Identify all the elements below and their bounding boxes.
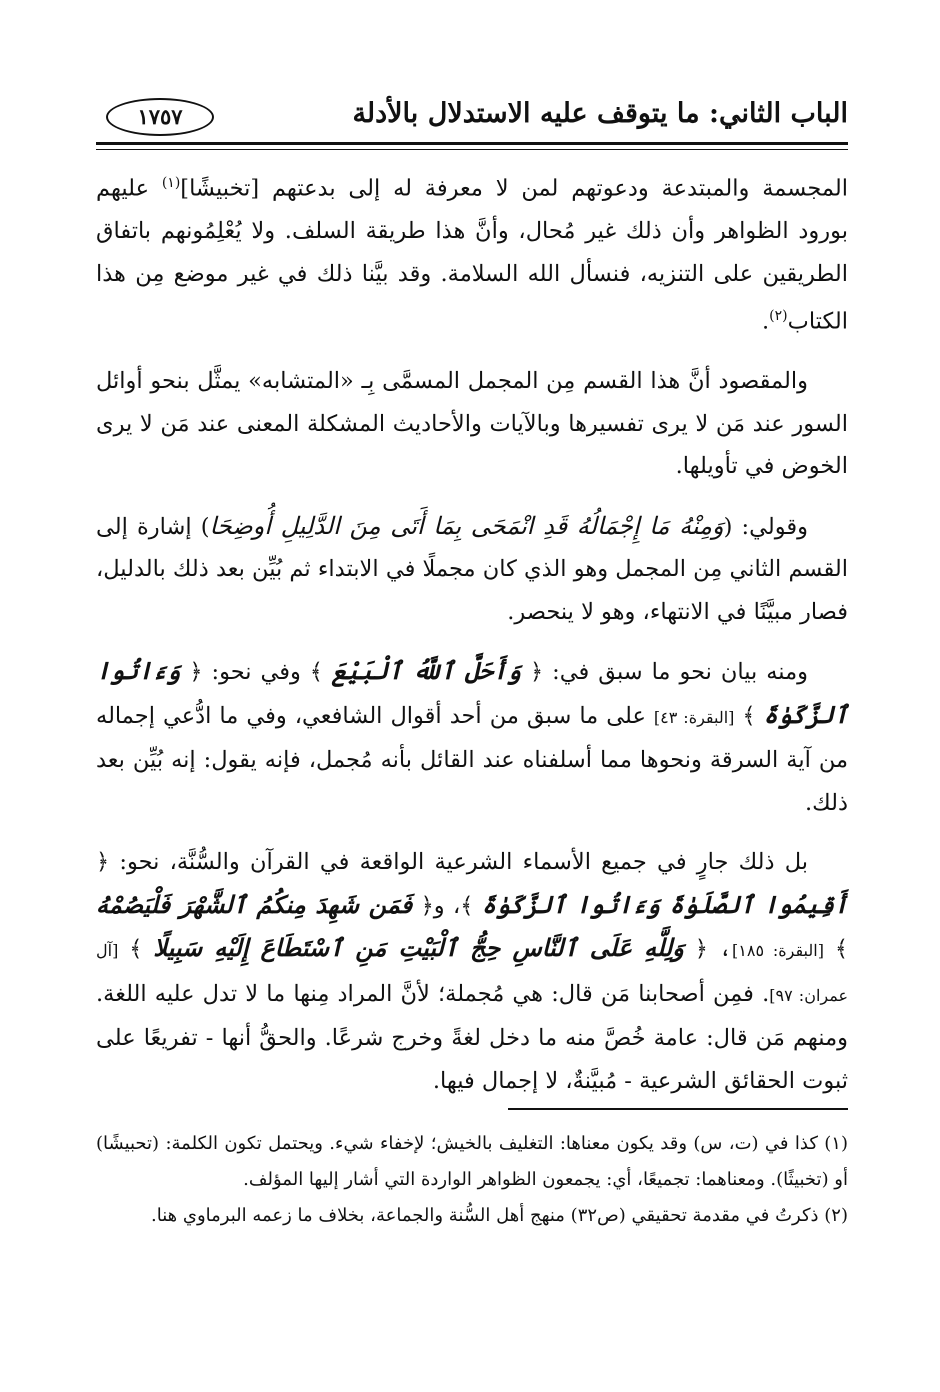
paragraph-3-text-b: ) إشارة إلى القسم الثاني مِن المجمل وهو الذي كان مجملًا في الابتداء ثم بُيِّن بعد ذلك بالدليل، فصار مبيَّنًا في الانتهاء، وهو لا ينحصر. bbox=[96, 513, 848, 625]
paragraph-5 bbox=[96, 841, 848, 1102]
body-text bbox=[96, 162, 848, 1119]
quran-quote-1: وَأَحَلَّ ٱللَّهُ ٱلْبَيْعَ bbox=[331, 656, 522, 685]
paragraph-5-text-f: . فمِن أصحابنا مَن قال: هي مُجملة؛ لأنَّ المراد مِنها ما لا تدل عليه اللغة. ومنهم مَن قال: عامة خُصَّ منه ما دخل لغةً وخرج شرعًا. والحقُّ أنها - تفريعًا على ثبوت الحقائق الشرعية - مُبيَّنةٌ، لا إجمال فيها. bbox=[96, 980, 848, 1094]
verse-reference-3: [آل عمران: ٩٧] bbox=[96, 941, 849, 1005]
quran-quote-4: فَمَن شَهِدَ مِنكُمُ ٱلشَّهْرَ فَلْيَصُمْهُ bbox=[96, 889, 413, 919]
paragraph-2: والمقصود أنَّ هذا القسم مِن المجمل المسمَّى بِـ «المتشابه» يمثَّل بنحو أوائل السور عند مَن لا يرى تفسيرها وبالآيات والأحاديث المشكلة المعنى عند مَن لا يرى الخوض في تأويلها. bbox=[96, 368, 848, 479]
paragraph-4-text-a: ومنه بيان نحو ما سبق في: ﴿ bbox=[521, 659, 808, 685]
header-rule-thin bbox=[96, 149, 848, 150]
verse-reference-2: [البقرة: ١٨٥] bbox=[732, 941, 824, 960]
paragraph-4-text-d: على ما سبق من أحد أقوال الشافعي، وفي ما ادُّعي إجماله من آية السرقة ونحوها مما أسلفناه عند القائل بأنه مُجمل، فإنه يقول: إنه بُيِّن بعد ذلك. bbox=[96, 702, 848, 816]
quran-quote-5: وَلِلَّهِ عَلَى ٱلنَّاسِ حِجُّ ٱلْبَيْتِ مَنِ ٱسْتَطَاعَ إِلَيْهِ سَبِيلًا bbox=[153, 933, 684, 962]
footnote-1: (١) كذا في (ت، س) وقد يكون معناها: التغليف بالخيش؛ لإخفاء شيء. ويحتمل تكون الكلمة: (تحبيشًا) أو (تخبيثًا). ومعناهما: تجميعًا، أي: يجمعون الظواهر الواردة التي أشار إليها المؤلف. bbox=[96, 1133, 848, 1190]
paragraph-4-text-c: ﴾ bbox=[734, 702, 764, 729]
paragraph-1-text-a: المجسمة والمبتدعة ودعوتهم لمن لا معرفة له إلى بدعتهم [تخبيشًا] bbox=[180, 175, 848, 202]
paragraph-5-text-e: ﴾ bbox=[118, 936, 154, 962]
quran-quote-3: أَقِيمُوا ٱلصَّلَوٰةَ وَءَاتُوا ٱلزَّكَوٰةَ bbox=[481, 889, 848, 919]
footnote-marker-1[interactable]: (١) bbox=[161, 175, 181, 191]
paragraph-4 bbox=[96, 650, 848, 824]
page-header bbox=[96, 96, 848, 140]
header-rule-thick bbox=[96, 142, 848, 145]
quran-quote-2: وَءَاتُوا ٱلزَّكَوٰةَ bbox=[96, 656, 848, 729]
running-title: الباب الثاني: ما يتوقف عليه الاستدلال بالأدلة bbox=[352, 98, 848, 129]
paragraph-1-text-b: عليهم بورود الظواهر وأن ذلك غير مُحال، وأنَّ هذا طريقة السلف. ولا يُعْلِمُونهم باتفاق الطريقين على التنزيه، فنسأل الله السلامة. وقد بيَّنا ذلك في غير موضع مِن هذا الكتاب bbox=[96, 175, 848, 335]
footnote-2: (٢) ذكرتُ في مقدمة تحقيقي (ص٣٢) منهج أهل السُّنة والجماعة، بخلاف ما زعمه البرماوي هنا. bbox=[151, 1205, 848, 1226]
footnotes bbox=[96, 1126, 848, 1234]
verse-reference-1: [البقرة: ٤٣] bbox=[653, 707, 735, 727]
paragraph-4-text-b: ﴾ وفي نحو: ﴿ bbox=[180, 659, 332, 685]
page-number: ١٧٥٧ bbox=[106, 98, 214, 136]
poem-verse: وَمِنْهُ مَا إِجْمَالُهُ قَدِ انْمَحَى بِمَا أَتَى مِنَ الدَّلِيلِ أُوضِحَا bbox=[209, 511, 724, 540]
paragraph-3 bbox=[96, 505, 848, 634]
footnote-separator bbox=[508, 1108, 848, 1110]
paragraph-1 bbox=[96, 162, 848, 343]
paragraph-5-text-c: ﴾ bbox=[823, 936, 849, 962]
footnote-marker-2[interactable]: (٢) bbox=[769, 308, 788, 324]
paragraph-5-text-d: ، ﴿ bbox=[683, 936, 732, 962]
paragraph-5-text-a: بل ذلك جارٍ في جميع الأسماء الشرعية الواقعة في القرآن والسُّنَّة، نحو: ﴿ bbox=[96, 849, 808, 875]
paragraph-5-text-b: ﴾، و﴿ bbox=[412, 892, 482, 919]
paragraph-1-text-c: . bbox=[762, 308, 770, 335]
paragraph-3-text-a: وقولي: ( bbox=[723, 513, 808, 540]
